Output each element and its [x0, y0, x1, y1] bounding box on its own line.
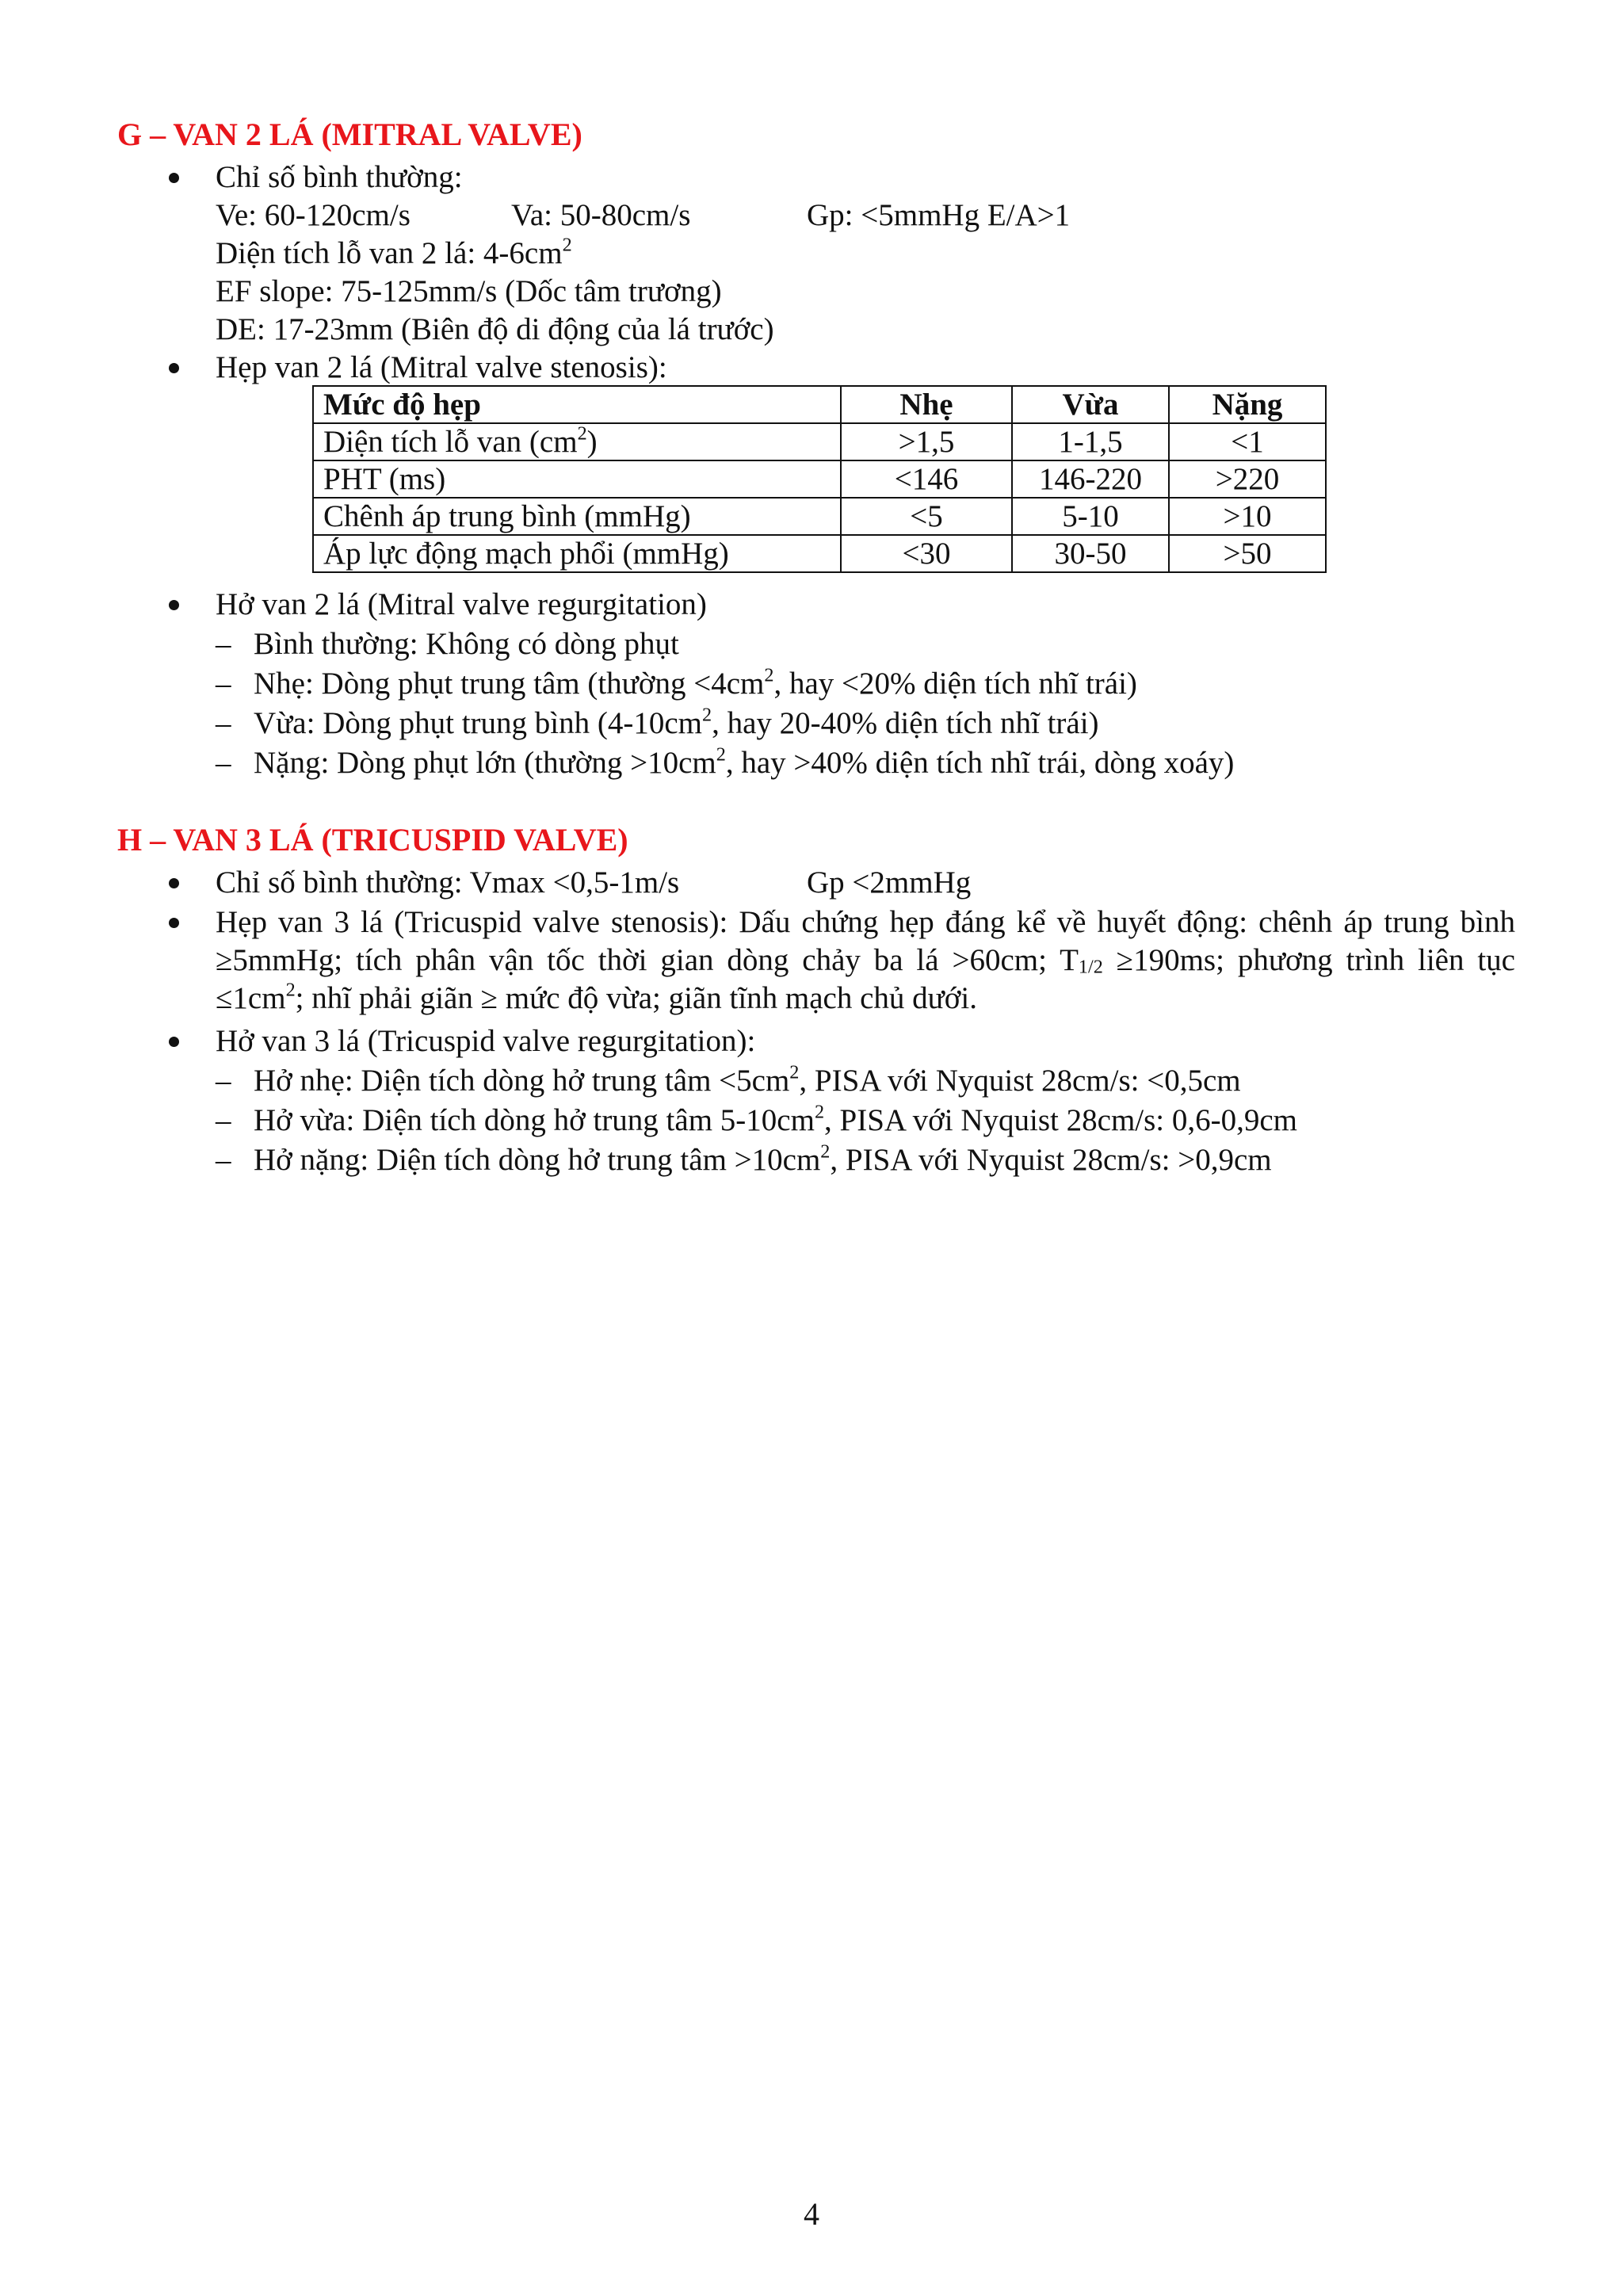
table-cell: 5-10 [1012, 498, 1169, 535]
dash-icon: – [216, 1143, 231, 1177]
gp-ea-value: Gp: <5mmHg E/A>1 [807, 198, 1071, 232]
table-cell: >50 [1169, 535, 1326, 572]
section-h-heading: H – VAN 3 LÁ (TRICUSPID VALVE) [117, 822, 628, 858]
table-header: Nặng [1169, 386, 1326, 423]
mitral-stenosis-label: Hẹp van 2 lá (Mitral valve stenosis): [216, 350, 667, 384]
mitral-regurgitation-label: Hở van 2 lá (Mitral valve regurgitation) [216, 587, 707, 621]
table-cell: >10 [1169, 498, 1326, 535]
bullet-icon [169, 173, 179, 183]
dash-icon: – [216, 746, 231, 780]
stenosis-table [312, 385, 1327, 573]
table-cell: PHT (ms) [313, 460, 841, 498]
tricuspid-regurgitation-moderate: Hở vừa: Diện tích dòng hở trung tâm $5-10cm^2$, PISA với Nyquist 28cm/s: 0,6-0,9cm [254, 1101, 1298, 1137]
table-cell: <146 [841, 460, 1012, 498]
bullet-icon [169, 1037, 179, 1047]
table-row [313, 498, 1326, 535]
table-cell: Áp lực động mạch phổi (mmHg) [313, 535, 841, 572]
bullet-icon [169, 363, 179, 373]
ve-value: Ve: 60-120cm/s [216, 198, 411, 232]
regurgitation-moderate: Vừa: Dòng phụt trung bình ($4-10cm^2$, hay 20-40% diện tích nhĩ trái) [254, 704, 1099, 740]
table-cell: 30-50 [1012, 535, 1169, 572]
table-header: Vừa [1012, 386, 1169, 423]
table-header-row [313, 386, 1326, 423]
tricuspid-regurgitation-mild: Hở nhẹ: Diện tích dòng hở trung tâm $<5cm^2$, PISA với Nyquist 28cm/s: <0,5cm [254, 1061, 1241, 1098]
table-row [313, 423, 1326, 460]
tricuspid-stenosis-paragraph: Hẹp van 3 lá (Tricuspid valve stenosis): Dấu chứng hẹp đáng kể về huyết động: chênh áp trung bình ≥5mmHg; tích phân vận tốc thời gian dòng chảy ba lá >60cm; $T_{1/2} \ge 190ms$; phương trình liên tục $\le 1cm^2$; nhĩ phải giãn ≥ mức độ vừa; giãn tĩnh mạch chủ dưới. [216, 905, 1515, 1015]
de-value: DE: 17-23mm (Biên độ di động của lá trước) [216, 312, 774, 346]
tricuspid-gp-value: Gp <2mmHg [807, 865, 972, 900]
section-g-heading: G – VAN 2 LÁ (MITRAL VALVE) [117, 117, 582, 152]
tricuspid-regurgitation-label: Hở van 3 lá (Tricuspid valve regurgitation): [216, 1024, 756, 1058]
normal-values-label: Chỉ số bình thường: [216, 160, 463, 194]
dash-icon: – [216, 1103, 231, 1137]
regurgitation-mild: Nhẹ: Dòng phụt trung tâm (thường $<4cm^2$, hay <20% diện tích nhĩ trái) [254, 664, 1137, 701]
table-row [313, 460, 1326, 498]
table-row [313, 535, 1326, 572]
table-cell: <1 [1169, 423, 1326, 460]
page-number: 4 [804, 2196, 819, 2232]
table-cell: <5 [841, 498, 1012, 535]
table-cell: 1-1,5 [1012, 423, 1169, 460]
table-cell: <30 [841, 535, 1012, 572]
ef-slope-value: EF slope: 75-125mm/s (Dốc tâm trương) [216, 274, 722, 308]
table-cell: Diện tích lỗ van $(cm^2)$ [313, 423, 841, 460]
regurgitation-severe: Nặng: Dòng phụt lớn (thường $>10cm^2$, hay >40% diện tích nhĩ trái, dòng xoáy) [254, 743, 1235, 780]
dash-icon: – [216, 1064, 231, 1098]
mitral-area-value: Diện tích lỗ van 2 lá: $4-6cm^2$ [216, 234, 572, 270]
table-header: Mức độ hẹp [313, 386, 841, 423]
bullet-icon [169, 600, 179, 610]
dash-icon: – [216, 667, 231, 701]
table-cell: >220 [1169, 460, 1326, 498]
dash-icon: – [216, 627, 231, 661]
bullet-icon [169, 918, 179, 928]
bullet-icon [169, 878, 179, 888]
table-cell: >1,5 [841, 423, 1012, 460]
table-cell: Chênh áp trung bình (mmHg) [313, 498, 841, 535]
tricuspid-regurgitation-severe: Hở nặng: Diện tích dòng hở trung tâm $>10cm^2$, PISA với Nyquist 28cm/s: >0,9cm [254, 1140, 1272, 1177]
va-value: Va: 50-80cm/s [511, 198, 691, 232]
table-cell: 146-220 [1012, 460, 1169, 498]
table-header: Nhẹ [841, 386, 1012, 423]
regurgitation-normal: Bình thường: Không có dòng phụt [254, 627, 679, 661]
tricuspid-normal-values: Chỉ số bình thường: Vmax <0,5-1m/s [216, 865, 680, 900]
dash-icon: – [216, 706, 231, 740]
